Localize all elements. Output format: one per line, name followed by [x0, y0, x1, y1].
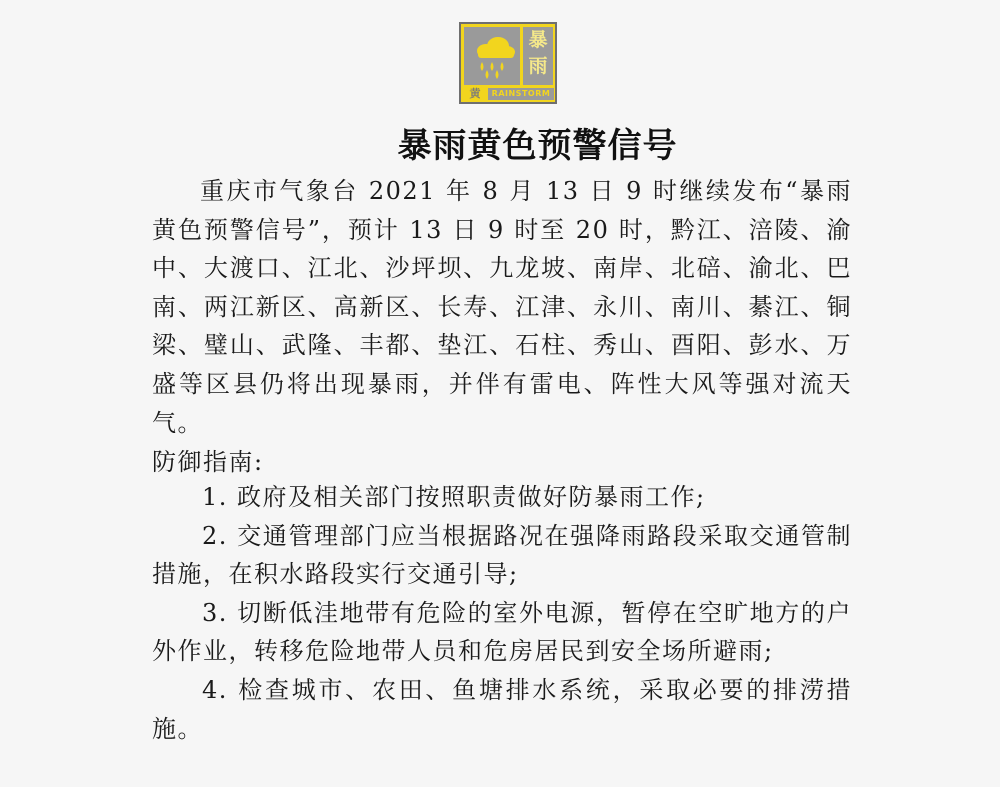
icon-label-cn: 黄: [464, 87, 486, 101]
guide-item: 1. 政府及相关部门按照职责做好防暴雨工作;: [202, 483, 706, 511]
rainstorm-warning-icon: [459, 22, 557, 104]
document-title: 暴雨黄色预警信号: [397, 126, 678, 166]
icon-glyph-top: 暴: [528, 29, 548, 51]
icon-glyph-bottom: 雨: [528, 55, 548, 77]
cloud-rain-icon: [472, 35, 518, 81]
icon-cloud-panel: [464, 27, 520, 85]
guide-list: [152, 478, 852, 748]
announcement-paragraph: 重庆市气象台 2021 年 8 月 13 日 9 时继续发布“暴雨黄色预警信号”，预计 13 日 9 时至 20 时，黔江、涪陵、渝中、大渡口、江北、沙坪坝、九龙坡、南岸、北碚、渝北、巴南、两江新区、高新区、长寿、江津、永川、南川、綦江、铜梁、璧山、武隆、丰都、垫江、石柱、秀山、酉阳、彭水、万盛等区县仍将出现暴雨，并伴有雷电、阵性大风等强对流天气。: [152, 177, 852, 437]
guide-heading: 防御指南:: [152, 448, 264, 476]
guide-item: 4. 检查城市、农田、鱼塘排水系统，采取必要的排涝措施。: [152, 675, 852, 743]
guide-item: 2. 交通管理部门应当根据路况在强降雨路段采取交通管制措施，在积水路段实行交通引导;: [152, 521, 852, 589]
guide-item: 3. 切断低洼地带有危险的室外电源，暂停在空旷地方的户外作业，转移危险地带人员和危房居民到安全场所避雨;: [152, 598, 852, 666]
icon-label-en: RAINSTORM: [488, 88, 554, 100]
